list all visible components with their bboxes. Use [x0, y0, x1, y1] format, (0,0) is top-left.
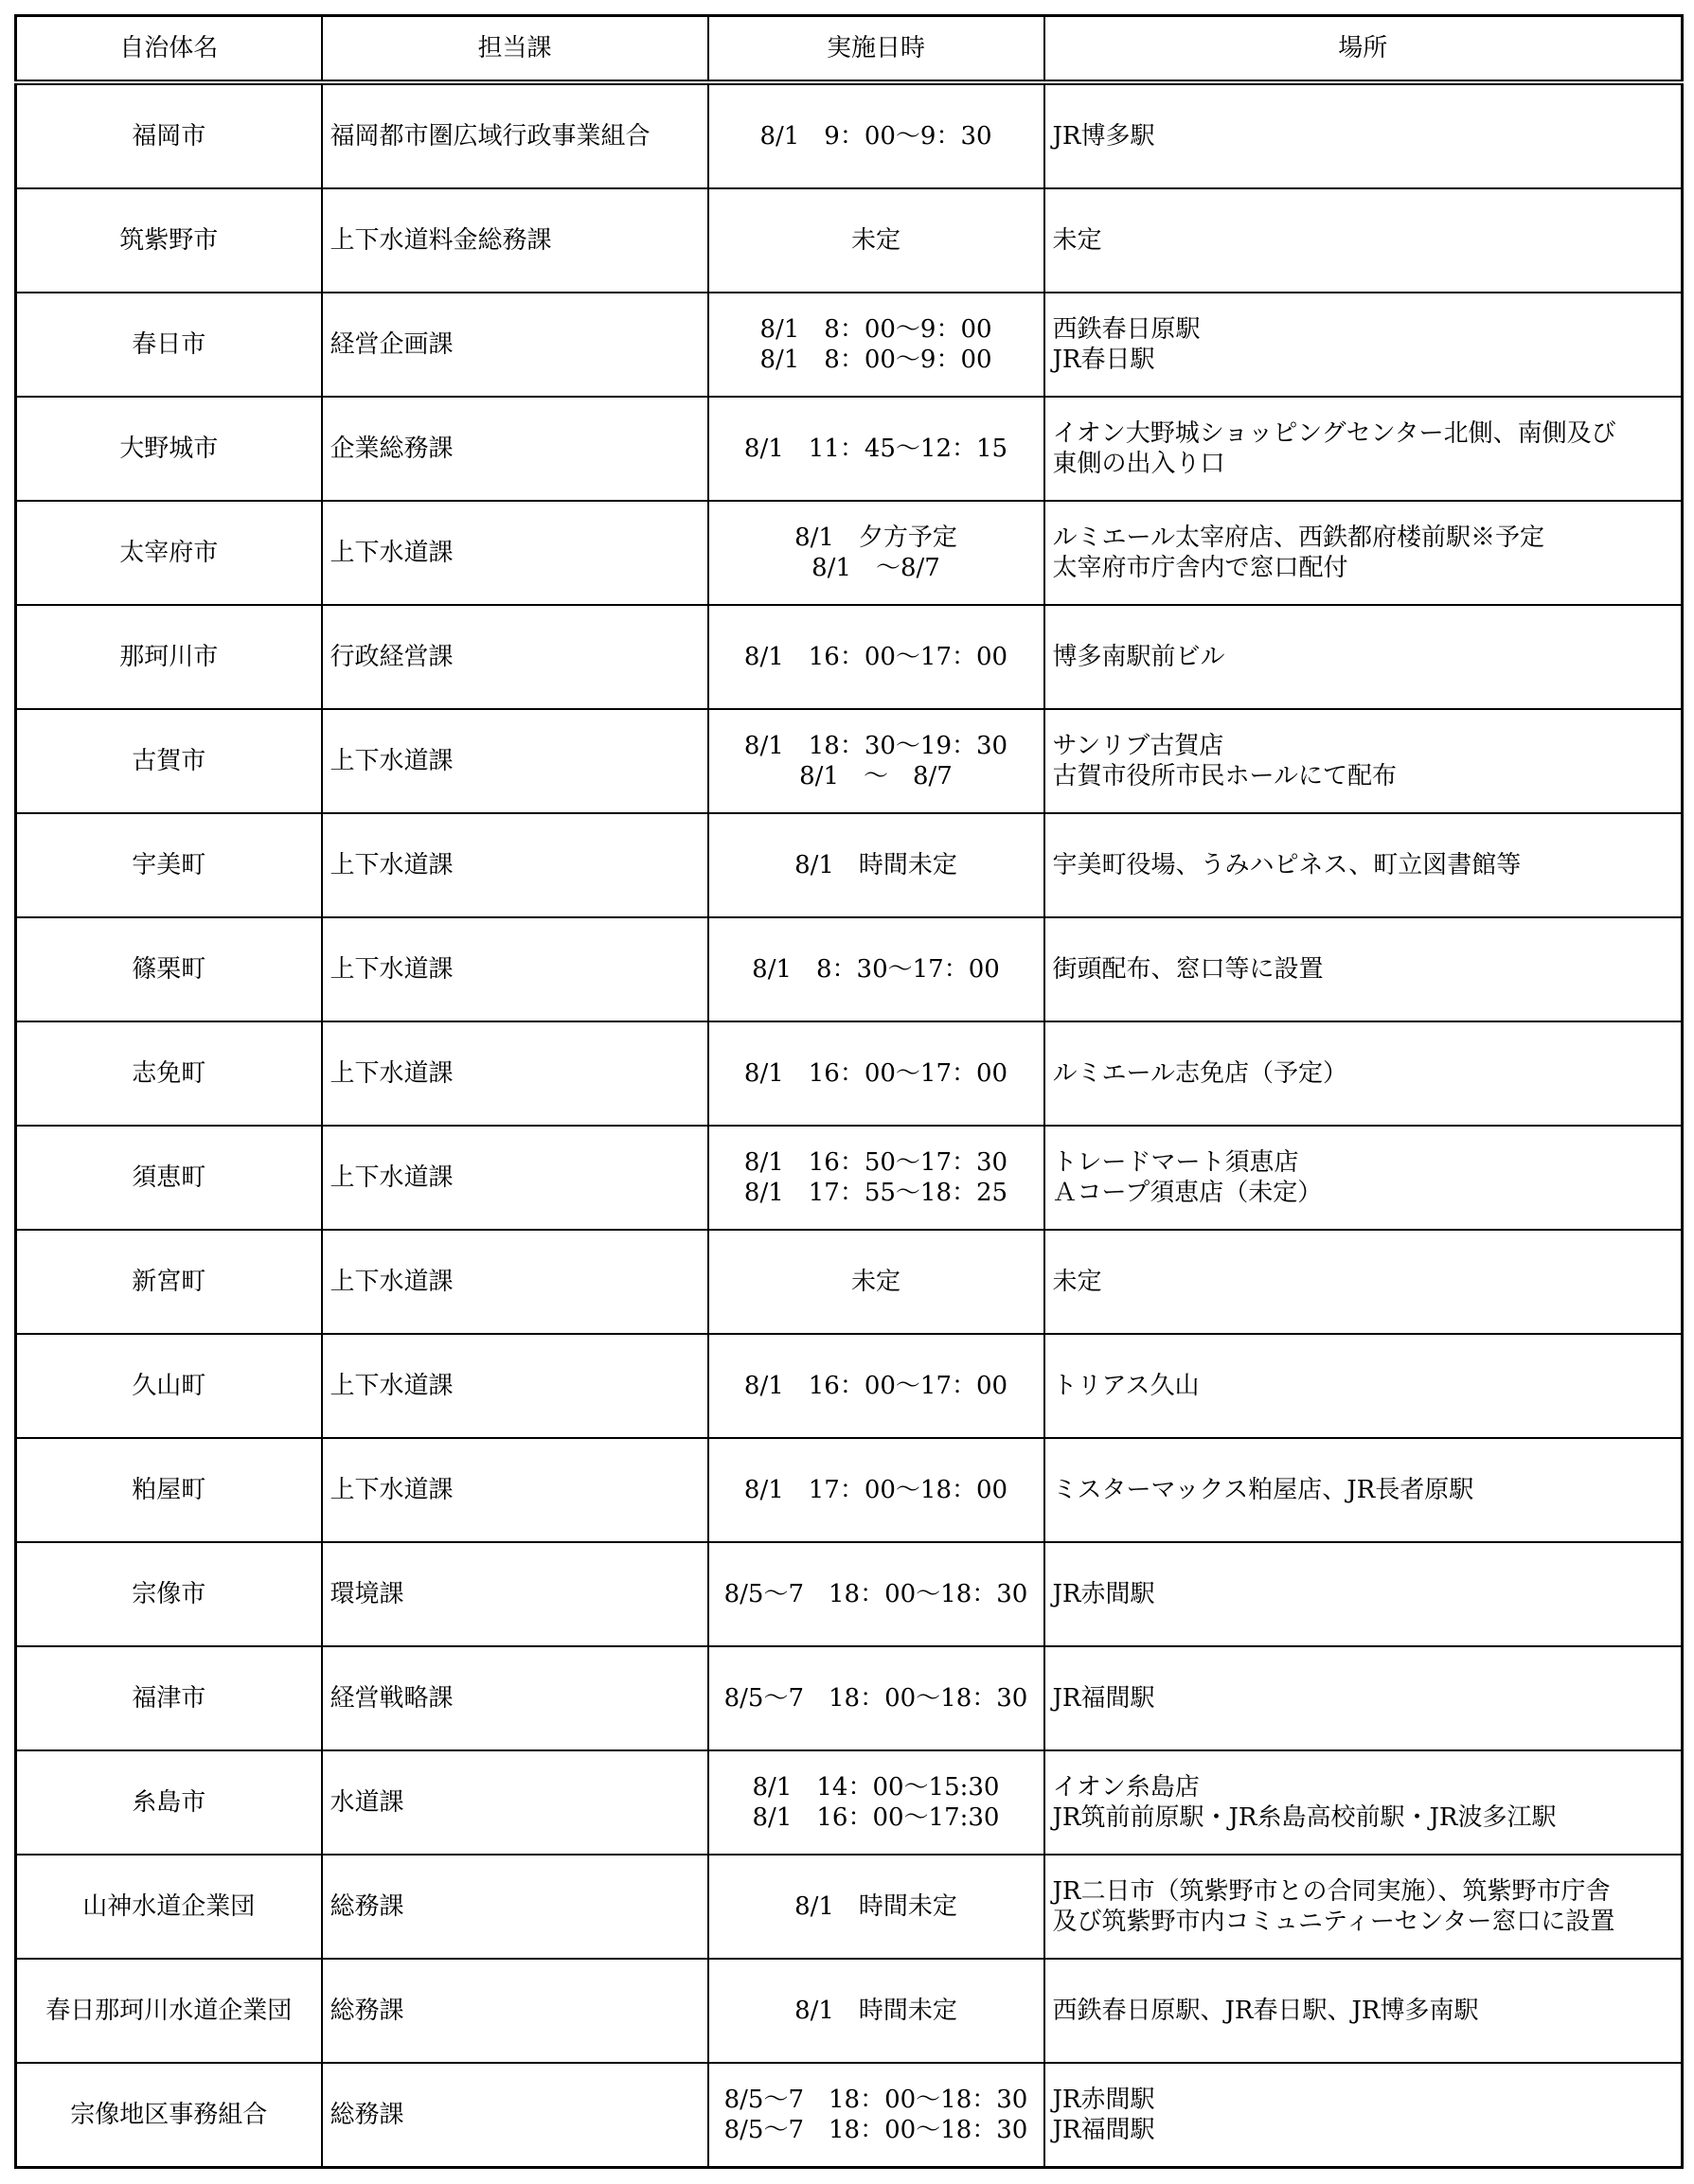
table-row — [16, 1126, 1683, 1230]
place-line: トリアス久山 — [1052, 1372, 1200, 1400]
header-department: 担当課 — [322, 16, 708, 83]
datetime-line: 8/1 時間未定 — [794, 851, 957, 879]
place-line: JR赤間駅 — [1052, 1580, 1155, 1608]
table-row — [16, 2063, 1683, 2168]
table-row — [16, 1021, 1683, 1126]
datetime-line: 8/1 17：00～18：00 — [743, 1476, 1008, 1504]
municipality-cell: 太宰府市 — [16, 501, 322, 605]
department-cell: 総務課 — [322, 2063, 708, 2168]
place-line: ルミエール太宰府店、西鉄都府楼前駅※予定 — [1052, 524, 1544, 552]
place-cell — [1044, 1542, 1683, 1646]
municipality-cell: 古賀市 — [16, 709, 322, 813]
place-cell — [1044, 1855, 1683, 1959]
place-cell — [1044, 501, 1683, 605]
place-cell — [1044, 1438, 1683, 1542]
header-datetime: 実施日時 — [708, 16, 1044, 83]
department-cell: 福岡都市圏広域行政事業組合 — [322, 82, 708, 188]
table-row — [16, 1230, 1683, 1334]
header-place: 場所 — [1044, 16, 1683, 83]
place-line: 東側の出入り口 — [1052, 450, 1225, 478]
place-line: JR二日市（筑紫野市との合同実施）、筑紫野市庁舎 — [1052, 1877, 1611, 1906]
place-cell — [1044, 188, 1683, 293]
datetime-cell — [708, 1230, 1044, 1334]
datetime-cell — [708, 1855, 1044, 1959]
municipality-cell: 春日市 — [16, 293, 322, 397]
datetime-line: 8/1 16：50～17：30 — [743, 1148, 1008, 1177]
datetime-cell — [708, 1646, 1044, 1750]
datetime-line: 8/5～7 18：00～18：30 — [723, 2086, 1028, 2114]
place-cell — [1044, 1959, 1683, 2063]
table-row — [16, 605, 1683, 709]
department-cell: 上下水道課 — [322, 1334, 708, 1438]
department-cell: 総務課 — [322, 1959, 708, 2063]
datetime-line: 8/1 11：45～12：15 — [743, 435, 1008, 463]
datetime-cell — [708, 397, 1044, 501]
place-line: ルミエール志免店（予定） — [1052, 1059, 1347, 1088]
municipality-cell: 宗像地区事務組合 — [16, 2063, 322, 2168]
department-cell: 上下水道課 — [322, 501, 708, 605]
datetime-cell — [708, 1438, 1044, 1542]
municipality-cell: 須恵町 — [16, 1126, 322, 1230]
table-row — [16, 917, 1683, 1021]
table-row — [16, 501, 1683, 605]
department-cell: 企業総務課 — [322, 397, 708, 501]
table-row — [16, 1959, 1683, 2063]
datetime-cell — [708, 82, 1044, 188]
place-cell — [1044, 917, 1683, 1021]
place-line: JR福間駅 — [1052, 2116, 1155, 2144]
place-cell — [1044, 397, 1683, 501]
department-cell: 上下水道料金総務課 — [322, 188, 708, 293]
municipality-cell: 福津市 — [16, 1646, 322, 1750]
table-row — [16, 1855, 1683, 1959]
datetime-line: 8/1 時間未定 — [794, 1997, 957, 2025]
municipality-cell: 宗像市 — [16, 1542, 322, 1646]
datetime-line: 8/1 14：00～15:30 — [752, 1773, 1000, 1802]
department-cell: 上下水道課 — [322, 709, 708, 813]
department-cell: 上下水道課 — [322, 1021, 708, 1126]
header-municipality: 自治体名 — [16, 16, 322, 83]
datetime-cell — [708, 1959, 1044, 2063]
place-line: 太宰府市庁舎内で窓口配付 — [1052, 554, 1348, 582]
department-cell: 上下水道課 — [322, 1230, 708, 1334]
place-cell — [1044, 813, 1683, 917]
place-line: JR筑前前原駅・JR糸島高校前駅・JR波多江駅 — [1052, 1803, 1557, 1832]
place-line: Ａコープ須恵店（未定） — [1052, 1179, 1323, 1207]
table-row — [16, 1438, 1683, 1542]
place-cell — [1044, 709, 1683, 813]
municipality-cell: 志免町 — [16, 1021, 322, 1126]
datetime-line: 未定 — [850, 226, 900, 255]
place-line: イオン糸島店 — [1052, 1773, 1200, 1802]
datetime-line: 8/1 8：30～17：00 — [752, 955, 1000, 984]
municipality-cell: 粕屋町 — [16, 1438, 322, 1542]
municipality-cell: 宇美町 — [16, 813, 322, 917]
place-line: ミスターマックス粕屋店、JR長者原駅 — [1052, 1476, 1474, 1504]
place-line: トレードマート須恵店 — [1052, 1148, 1299, 1177]
place-line: 西鉄春日原駅 — [1052, 315, 1201, 344]
place-cell — [1044, 82, 1683, 188]
datetime-cell — [708, 1126, 1044, 1230]
datetime-cell — [708, 1021, 1044, 1126]
table-row — [16, 1750, 1683, 1855]
department-cell: 行政経営課 — [322, 605, 708, 709]
place-cell — [1044, 1230, 1683, 1334]
datetime-line: 8/1 8：00～9：00 — [759, 346, 992, 374]
municipality-cell: 糸島市 — [16, 1750, 322, 1855]
datetime-line: 8/1 16：00～17：00 — [743, 643, 1008, 671]
place-line: 及び筑紫野市内コミュニティーセンター窓口に設置 — [1052, 1908, 1615, 1936]
table-row — [16, 1542, 1683, 1646]
datetime-line: 8/1 16：00～17：00 — [743, 1059, 1008, 1088]
datetime-line: 8/1 16：00～17:30 — [752, 1803, 1000, 1832]
department-cell: 水道課 — [322, 1750, 708, 1855]
table-row — [16, 1646, 1683, 1750]
place-line: 博多南駅前ビル — [1052, 643, 1225, 671]
datetime-line: 8/1 16：00～17：00 — [743, 1372, 1008, 1400]
department-cell: 経営企画課 — [322, 293, 708, 397]
place-cell — [1044, 1126, 1683, 1230]
place-cell — [1044, 1646, 1683, 1750]
place-cell — [1044, 1021, 1683, 1126]
datetime-cell — [708, 605, 1044, 709]
table-row — [16, 293, 1683, 397]
table-row — [16, 813, 1683, 917]
datetime-line: 8/5～7 18：00～18：30 — [723, 2116, 1028, 2144]
datetime-line: 8/1 18：30～19：30 — [743, 732, 1008, 760]
datetime-line: 8/1 ～8/7 — [811, 554, 940, 582]
place-line: 西鉄春日原駅、JR春日駅、JR博多南駅 — [1052, 1997, 1479, 2025]
municipality-cell: 筑紫野市 — [16, 188, 322, 293]
place-line: 街頭配布、窓口等に設置 — [1052, 955, 1324, 984]
place-line: JR赤間駅 — [1052, 2086, 1155, 2114]
datetime-line: 8/1 17：55～18：25 — [743, 1179, 1008, 1207]
place-line: JR福間駅 — [1052, 1684, 1155, 1713]
place-cell — [1044, 605, 1683, 709]
place-line: 古賀市役所市民ホールにて配布 — [1052, 762, 1397, 790]
table-row — [16, 709, 1683, 813]
datetime-cell — [708, 1542, 1044, 1646]
datetime-cell — [708, 188, 1044, 293]
datetime-line: 8/1 8：00～9：00 — [759, 315, 992, 344]
table-row — [16, 1334, 1683, 1438]
department-cell: 上下水道課 — [322, 813, 708, 917]
datetime-cell — [708, 917, 1044, 1021]
table-row — [16, 188, 1683, 293]
header-row — [16, 16, 1683, 83]
table-row — [16, 82, 1683, 188]
department-cell: 経営戦略課 — [322, 1646, 708, 1750]
datetime-cell — [708, 501, 1044, 605]
datetime-line: 8/1 ～ 8/7 — [799, 762, 953, 790]
municipality-cell: 福岡市 — [16, 82, 322, 188]
datetime-line: 8/1 夕方予定 — [794, 524, 957, 552]
municipality-cell: 大野城市 — [16, 397, 322, 501]
datetime-cell — [708, 1334, 1044, 1438]
department-cell: 総務課 — [322, 1855, 708, 1959]
place-cell — [1044, 293, 1683, 397]
place-line: 未定 — [1052, 226, 1102, 255]
datetime-cell — [708, 813, 1044, 917]
department-cell: 環境課 — [322, 1542, 708, 1646]
place-line: 未定 — [1052, 1268, 1102, 1296]
datetime-line: 8/5～7 18：00～18：30 — [723, 1684, 1028, 1713]
place-line: 宇美町役場、うみハピネス、町立図書館等 — [1052, 851, 1522, 879]
datetime-line: 8/1 時間未定 — [794, 1892, 957, 1921]
datetime-cell — [708, 709, 1044, 813]
municipality-cell: 篠栗町 — [16, 917, 322, 1021]
datetime-cell — [708, 293, 1044, 397]
datetime-cell — [708, 1750, 1044, 1855]
place-line: イオン大野城ショッピングセンター北側、南側及び — [1052, 419, 1616, 448]
place-cell — [1044, 1750, 1683, 1855]
datetime-line: 8/5～7 18：00～18：30 — [723, 1580, 1028, 1608]
datetime-cell — [708, 2063, 1044, 2168]
department-cell: 上下水道課 — [322, 1126, 708, 1230]
municipality-cell: 久山町 — [16, 1334, 322, 1438]
department-cell: 上下水道課 — [322, 1438, 708, 1542]
datetime-line: 未定 — [850, 1268, 900, 1296]
municipality-cell: 山神水道企業団 — [16, 1855, 322, 1959]
municipality-cell: 那珂川市 — [16, 605, 322, 709]
place-line: サンリブ古賀店 — [1052, 732, 1224, 760]
place-cell — [1044, 1334, 1683, 1438]
municipality-cell: 新宮町 — [16, 1230, 322, 1334]
municipality-cell: 春日那珂川水道企業団 — [16, 1959, 322, 2063]
place-line: JR春日駅 — [1052, 346, 1155, 374]
distribution-schedule-table — [14, 14, 1684, 2169]
datetime-line: 8/1 9：00～9：30 — [759, 122, 992, 151]
place-line: JR博多駅 — [1052, 122, 1155, 151]
table-row — [16, 397, 1683, 501]
place-cell — [1044, 2063, 1683, 2168]
department-cell: 上下水道課 — [322, 917, 708, 1021]
